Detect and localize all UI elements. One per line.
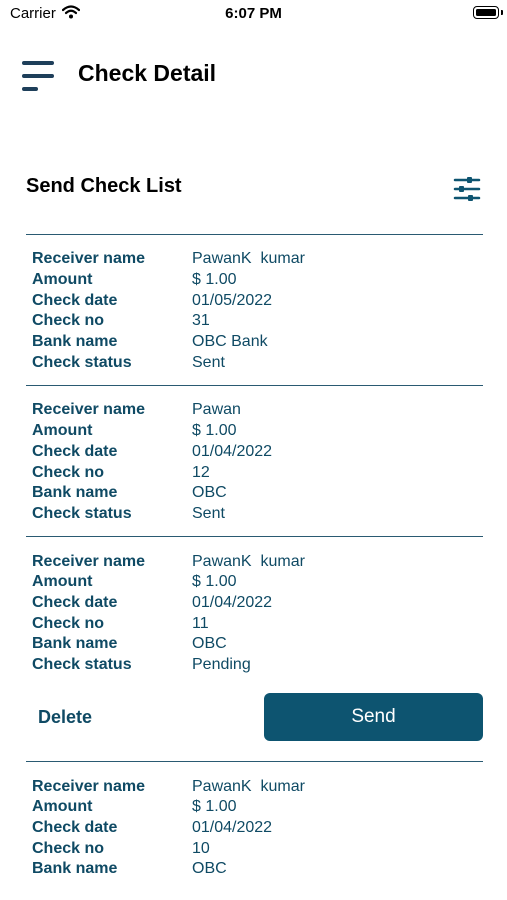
number-label: Check no xyxy=(32,312,105,330)
receiver-label: Receiver name xyxy=(32,777,145,795)
bank-label: Bank name xyxy=(32,635,118,653)
number-label: Check no xyxy=(32,839,105,857)
status-bar xyxy=(0,0,507,30)
carrier-label: Carrier xyxy=(10,5,56,22)
receiver-label: Receiver name xyxy=(32,552,145,570)
bank-label: Bank name xyxy=(32,860,118,878)
receiver-label: Receiver name xyxy=(32,401,145,419)
bank-row xyxy=(32,332,483,353)
status-value: Sent xyxy=(192,353,225,371)
bank-value: OBC xyxy=(192,635,227,653)
battery-cap xyxy=(501,10,503,15)
receiver-value: PawanK kumar xyxy=(192,250,305,268)
check-list xyxy=(26,234,483,892)
page-title: Check Detail xyxy=(78,60,217,86)
bank-label: Bank name xyxy=(32,484,118,502)
check-card[interactable] xyxy=(26,761,483,891)
amount-value: $ 1.00 xyxy=(192,422,237,440)
bank-row xyxy=(32,859,483,880)
receiver-value: PawanK kumar xyxy=(192,777,305,795)
sliders-icon xyxy=(451,174,483,204)
date-row xyxy=(32,442,483,463)
check-card[interactable] xyxy=(26,234,483,385)
bank-value: OBC Bank xyxy=(192,333,268,351)
date-value: 01/04/2022 xyxy=(192,593,273,611)
status-label: Check status xyxy=(32,656,132,674)
amount-row xyxy=(32,797,483,818)
status-label: Check status xyxy=(32,504,132,522)
status-value: Sent xyxy=(192,504,225,522)
date-label: Check date xyxy=(32,819,118,837)
status-row xyxy=(32,504,483,525)
date-value: 01/05/2022 xyxy=(192,291,273,309)
number-row xyxy=(32,462,483,483)
section-title: Send Check List xyxy=(26,175,182,197)
amount-row xyxy=(32,572,483,593)
check-actions xyxy=(26,687,483,761)
receiver-row xyxy=(32,249,483,270)
status-row xyxy=(32,655,483,676)
amount-label: Amount xyxy=(32,271,93,289)
bank-value: OBC xyxy=(192,860,227,878)
number-value: 10 xyxy=(192,839,210,857)
amount-row xyxy=(32,421,483,442)
number-value: 12 xyxy=(192,463,210,481)
date-label: Check date xyxy=(32,291,118,309)
delete-button[interactable]: Delete xyxy=(38,706,93,727)
receiver-row xyxy=(32,776,483,797)
amount-value: $ 1.00 xyxy=(192,798,237,816)
amount-value: $ 1.00 xyxy=(192,271,237,289)
bank-label: Bank name xyxy=(32,333,118,351)
date-row xyxy=(32,290,483,311)
receiver-label: Receiver name xyxy=(32,250,145,268)
date-label: Check date xyxy=(32,442,118,460)
status-value: Pending xyxy=(192,656,251,674)
status-row xyxy=(32,352,483,373)
date-row xyxy=(32,593,483,614)
number-row xyxy=(32,838,483,859)
number-value: 31 xyxy=(192,312,210,330)
check-card[interactable] xyxy=(26,385,483,536)
bank-value: OBC xyxy=(192,484,227,502)
amount-label: Amount xyxy=(32,573,93,591)
battery-icon xyxy=(473,6,499,19)
receiver-row xyxy=(32,551,483,572)
send-button[interactable]: Send xyxy=(264,693,483,741)
status-label: Check status xyxy=(32,353,132,371)
date-value: 01/04/2022 xyxy=(192,442,273,460)
number-row xyxy=(32,311,483,332)
receiver-value: Pawan xyxy=(192,401,241,419)
menu-icon xyxy=(20,58,56,94)
bank-row xyxy=(32,634,483,655)
amount-label: Amount xyxy=(32,798,93,816)
receiver-row xyxy=(32,400,483,421)
date-value: 01/04/2022 xyxy=(192,819,273,837)
status-time: 6:07 PM xyxy=(225,5,282,22)
menu-button[interactable] xyxy=(20,58,56,94)
number-row xyxy=(32,613,483,634)
number-label: Check no xyxy=(32,463,105,481)
amount-value: $ 1.00 xyxy=(192,573,237,591)
amount-row xyxy=(32,270,483,291)
receiver-value: PawanK kumar xyxy=(192,552,305,570)
date-row xyxy=(32,818,483,839)
filter-button[interactable] xyxy=(451,174,483,204)
amount-label: Amount xyxy=(32,422,93,440)
number-value: 11 xyxy=(192,614,209,632)
number-label: Check no xyxy=(32,614,105,632)
bank-row xyxy=(32,483,483,504)
check-card[interactable] xyxy=(26,536,483,687)
date-label: Check date xyxy=(32,593,118,611)
